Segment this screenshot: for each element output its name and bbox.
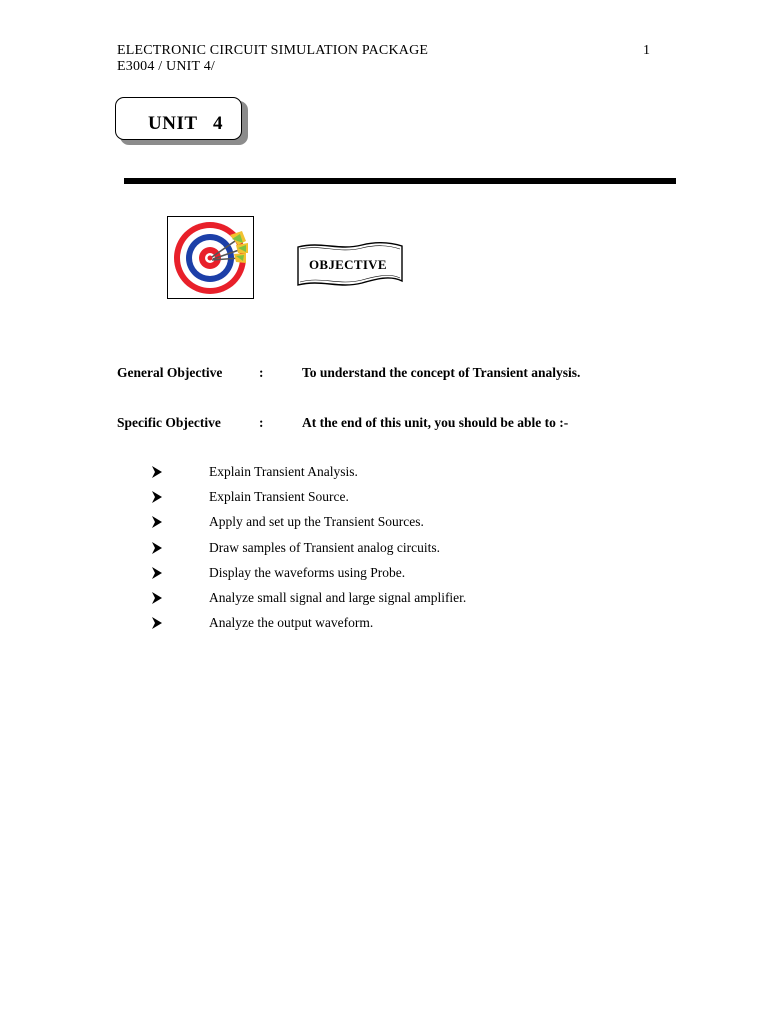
bullet-text: Apply and set up the Transient Sources. (209, 514, 424, 530)
general-objective-label: General Objective (117, 365, 223, 380)
arrowhead-bullet-icon (152, 565, 162, 581)
arrowhead-bullet-icon (152, 615, 162, 631)
bullet-text: Explain Transient Source. (209, 489, 349, 505)
general-objective-text: To understand the concept of Transient analysis. (302, 365, 581, 380)
arrowhead-bullet-icon (152, 489, 162, 505)
bullet-text: Explain Transient Analysis. (209, 464, 358, 479)
unit-label: UNIT (148, 113, 198, 134)
target-with-darts-icon (168, 217, 253, 298)
bullet-text: Analyze small signal and large signal amplifier. (209, 589, 467, 605)
specific-objective-label: Specific Objective (117, 415, 221, 430)
bullet-text: Display the waveforms using Probe. (209, 564, 406, 580)
arrowhead-bullet-icon (152, 590, 162, 606)
header-title: ELECTRONIC CIRCUIT SIMULATION PACKAGE (117, 43, 429, 58)
specific-objective-colon: : (259, 415, 264, 430)
page-number: 1 (643, 43, 650, 58)
arrowhead-bullet-icon (152, 464, 162, 480)
arrowhead-bullet-icon (152, 540, 162, 556)
objective-banner-label: OBJECTIVE (309, 257, 387, 272)
unit-number: 4 (213, 113, 223, 134)
specific-objective-text: At the end of this unit, you should be able to :- (302, 415, 569, 430)
bullet-text: Draw samples of Transient analog circuits. (209, 539, 440, 555)
header-course-code: E3004 / UNIT 4/ (117, 59, 216, 74)
bullet-text: Analyze the output waveform. (209, 615, 374, 631)
general-objective-colon: : (259, 365, 264, 380)
target-icon-frame (167, 216, 254, 299)
horizontal-rule (124, 178, 676, 184)
arrowhead-bullet-icon (152, 514, 162, 530)
